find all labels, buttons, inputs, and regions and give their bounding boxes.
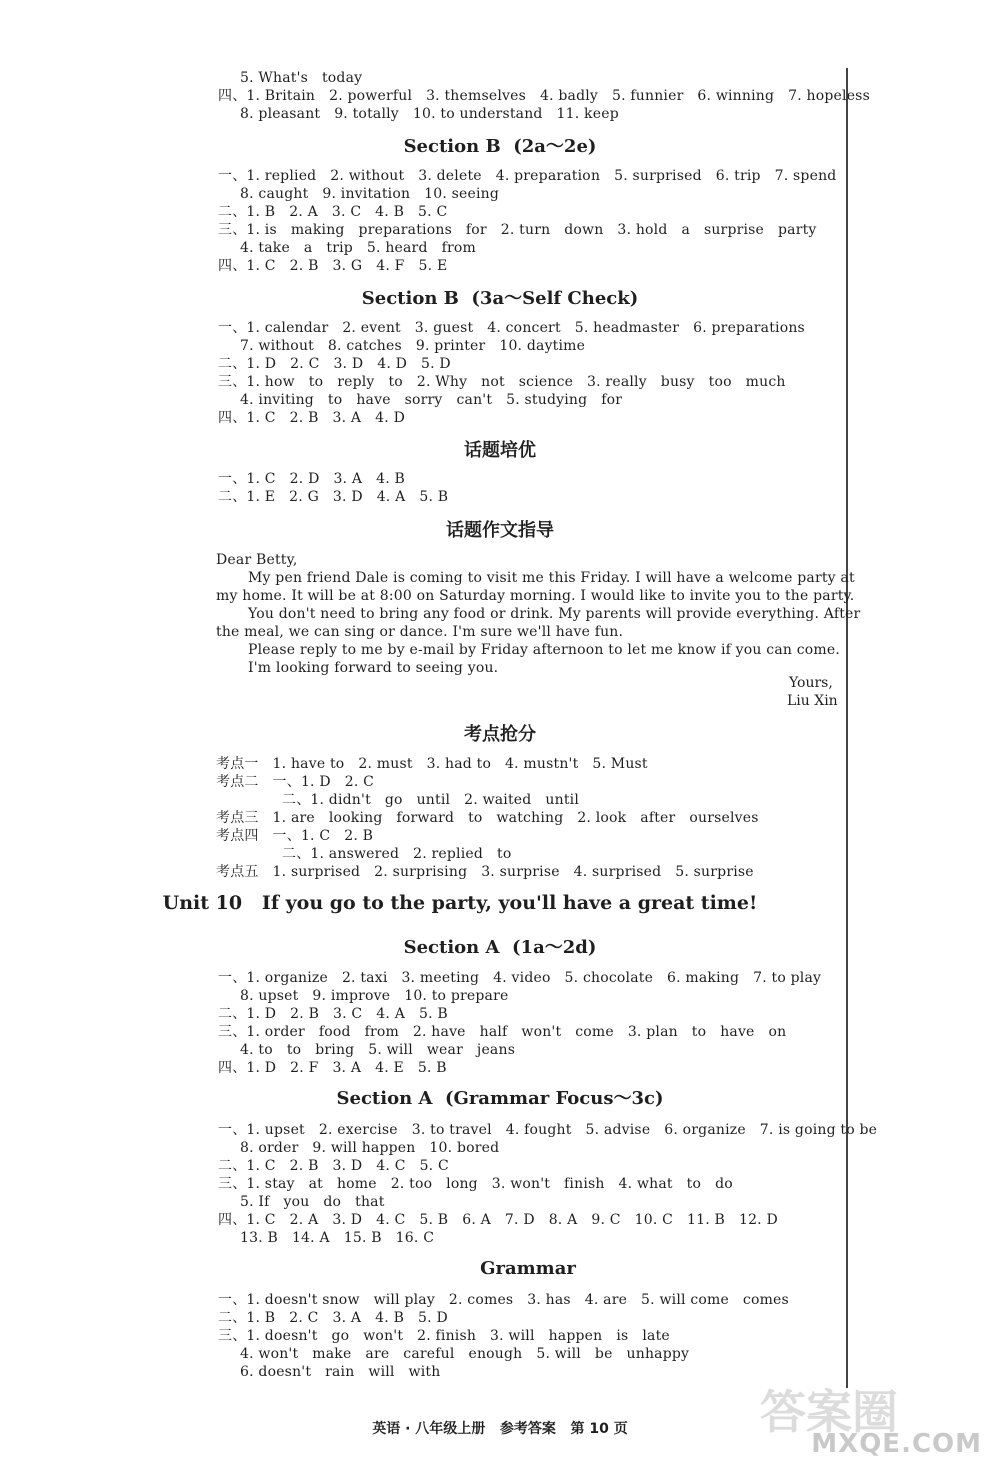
answer-line: 7. without 8. catches 9. printer 10. daytime [240, 338, 586, 354]
answer-line: 二、1. E 2. G 3. D 4. A 5. B [218, 489, 449, 505]
answer-line: 8. pleasant 9. totally 10. to understand 11. keep [240, 106, 619, 122]
answer-line: 4. won't make are careful enough 5. will be unhappy [240, 1346, 690, 1362]
answer-line: 四、1. C 2. A 3. D 4. C 5. B 6. A 7. D 8. A 9. C 10. C 11. B 12. D [218, 1212, 778, 1228]
answer-line: 三、1. doesn't go won't 2. finish 3. will happen is late [218, 1328, 670, 1344]
answer-line: 二、1. C 2. B 3. D 4. C 5. C [218, 1158, 449, 1174]
answer-line: 二、1. answered 2. replied to [282, 846, 512, 862]
answer-line: 四、1. Britain 2. powerful 3. themselves 4. badly 5. funnier 6. winning 7. hopeless [218, 88, 870, 104]
section-heading: Section B (2a～2e) [403, 136, 597, 157]
answer-line: 一、1. organize 2. taxi 3. meeting 4. video 5. chocolate 6. making 7. to play [218, 970, 822, 986]
answer-line: You don't need to bring any food or drink. My parents will provide everything. After [248, 606, 861, 622]
answer-line: 二、1. didn't go until 2. waited until [282, 792, 580, 808]
section-heading: Section A (1a～2d) [403, 937, 597, 958]
section-heading: 话题作文指导 [446, 520, 554, 541]
answer-line: 考点四 一、1. C 2. B [216, 828, 374, 844]
answer-line: 四、1. D 2. F 3. A 4. E 5. B [218, 1060, 447, 1076]
answer-line: My pen friend Dale is coming to visit me this Friday. I will have a welcome party at [248, 570, 855, 586]
answer-line: 四、1. C 2. B 3. G 4. F 5. E [218, 258, 448, 274]
answer-line: 二、1. D 2. B 3. C 4. A 5. B [218, 1006, 448, 1022]
answer-line: 13. B 14. A 15. B 16. C [240, 1230, 435, 1246]
answer-line: 考点二 一、1. D 2. C [216, 774, 375, 790]
answer-line: 一、1. doesn't snow will play 2. comes 3. has 4. are 5. will come comes [218, 1292, 789, 1308]
answer-line: 5. If you do that [240, 1194, 385, 1210]
answer-line: 4. inviting to have sorry can't 5. studying for [240, 392, 623, 408]
answer-line: 一、1. replied 2. without 3. delete 4. preparation 5. surprised 6. trip 7. spend [218, 168, 837, 184]
watermark-cn: 答案圈 [760, 1385, 898, 1439]
answer-line: 5. What's today [240, 70, 363, 86]
section-heading: 话题培优 [464, 440, 536, 461]
watermark-url: MXQE.COM [811, 1429, 982, 1459]
answer-line: 8. upset 9. improve 10. to prepare [240, 988, 509, 1004]
answer-line: 一、1. upset 2. exercise 3. to travel 4. fought 5. advise 6. organize 7. is going to be [218, 1122, 878, 1138]
answer-line: 考点三 1. are looking forward to watching 2. look after ourselves [216, 810, 759, 826]
answer-line: Please reply to me by e-mail by Friday afternoon to let me know if you can come. [248, 642, 841, 658]
answer-line: 考点五 1. surprised 2. surprising 3. surprise 4. surprised 5. surprise [216, 864, 754, 880]
answer-line: 二、1. D 2. C 3. D 4. D 5. D [218, 356, 451, 372]
answer-line: 二、1. B 2. A 3. C 4. B 5. C [218, 204, 448, 220]
answer-line: 8. order 9. will happen 10. bored [240, 1140, 500, 1156]
section-heading: Section A (Grammar Focus～3c) [336, 1088, 664, 1109]
answer-line: my home. It will be at 8:00 on Saturday morning. I would like to invite you to the party. [216, 588, 855, 604]
watermark-logo [720, 1370, 990, 1465]
answer-line: 四、1. C 2. B 3. A 4. D [218, 410, 406, 426]
page-footer: 英语 · 八年级上册 参考答案 第 10 页 [372, 1421, 628, 1437]
answer-line: 考点一 1. have to 2. must 3. had to 4. mustn't 5. Must [216, 756, 648, 772]
answer-line: I'm looking forward to seeing you. [248, 660, 499, 676]
section-heading: Section B (3a～Self Check) [361, 288, 639, 309]
answer-line: 三、1. is making preparations for 2. turn down 3. hold a surprise party [218, 222, 817, 238]
answer-line: 4. take a trip 5. heard from [240, 240, 476, 256]
answer-line: 一、1. C 2. D 3. A 4. B [218, 471, 406, 487]
section-heading: Unit 10 If you go to the party, you'll have a great time! [162, 892, 758, 914]
letter-closing: Yours, [789, 675, 833, 691]
answer-line: 二、1. B 2. C 3. A 4. B 5. D [218, 1310, 448, 1326]
answer-line: 三、1. how to reply to 2. Why not science 3. really busy too much [218, 374, 786, 390]
answer-line: 8. caught 9. invitation 10. seeing [240, 186, 500, 202]
answer-line: 三、1. stay at home 2. too long 3. won't finish 4. what to do [218, 1176, 733, 1192]
answer-line: the meal, we can sing or dance. I'm sure we'll have fun. [216, 624, 624, 640]
section-heading: Grammar [480, 1258, 576, 1279]
answer-line: 4. to to bring 5. will wear jeans [240, 1042, 516, 1058]
answer-line: 6. doesn't rain will with [240, 1364, 441, 1380]
answer-line: 一、1. calendar 2. event 3. guest 4. concert 5. headmaster 6. preparations [218, 320, 805, 336]
letter-signature: Liu Xin [787, 693, 838, 709]
answer-line: Dear Betty, [216, 552, 298, 568]
section-heading: 考点抢分 [464, 724, 536, 745]
answer-line: 三、1. order food from 2. have half won't come 3. plan to have on [218, 1024, 787, 1040]
